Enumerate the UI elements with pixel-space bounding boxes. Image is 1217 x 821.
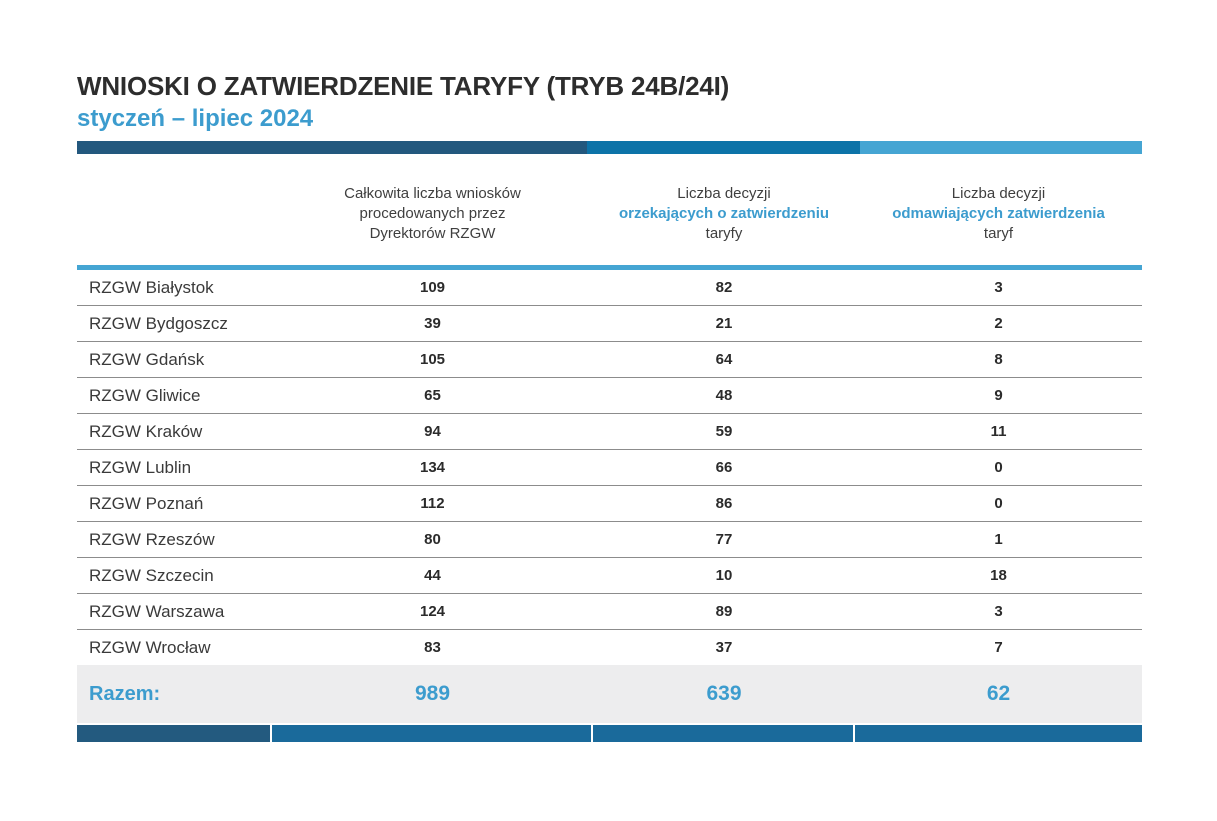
table-row xyxy=(77,630,1142,665)
cell-total: 39 xyxy=(272,306,593,342)
header-line: Liczba decyzji xyxy=(677,185,771,202)
header-line: Całkowita liczba wniosków xyxy=(344,185,521,202)
accent-bar-top-light-segment xyxy=(860,141,1142,154)
cell-refused: 2 xyxy=(855,306,1142,342)
header-line-highlight: orzekających o zatwierdzeniu xyxy=(618,205,830,222)
tariff-table xyxy=(77,184,1142,723)
cell-approved: 64 xyxy=(593,342,855,378)
cell-total: 109 xyxy=(272,270,593,306)
cell-approved: 77 xyxy=(593,522,855,558)
cell-approved: 21 xyxy=(593,306,855,342)
cell-approved: 86 xyxy=(593,486,855,522)
cell-total: 134 xyxy=(272,450,593,486)
table-row xyxy=(77,414,1142,450)
accent-bar-top-dark-segment xyxy=(77,141,587,154)
row-label: RZGW Lublin xyxy=(77,450,272,486)
header-line-highlight: odmawiających zatwierdzenia xyxy=(892,205,1105,222)
cell-total: 80 xyxy=(272,522,593,558)
table-footer xyxy=(77,665,1142,723)
cell-approved: 59 xyxy=(593,414,855,450)
cell-refused: 9 xyxy=(855,378,1142,414)
accent-bar-top xyxy=(77,141,1142,154)
accent-bar-bottom-segment-4 xyxy=(855,725,1142,742)
cell-approved: 37 xyxy=(715,639,733,656)
accent-bar-bottom-segment-1 xyxy=(77,725,272,742)
table-row xyxy=(77,558,1142,594)
totals-row xyxy=(77,665,1142,723)
row-label: RZGW Warszawa xyxy=(77,594,272,630)
row-label: RZGW Gdańsk xyxy=(77,342,272,378)
table-row xyxy=(77,594,1142,630)
cell-approved: 82 xyxy=(593,270,855,306)
table-header xyxy=(77,184,1142,270)
row-label: RZGW Kraków xyxy=(77,414,272,450)
header-total-applications xyxy=(272,184,593,270)
cell-refused: 11 xyxy=(855,414,1142,450)
cell-refused: 8 xyxy=(855,342,1142,378)
cell-refused: 1 xyxy=(855,522,1142,558)
accent-bar-bottom xyxy=(77,725,1142,742)
accent-bar-bottom-segment-3 xyxy=(593,725,855,742)
cell-refused: 18 xyxy=(855,558,1142,594)
row-label: RZGW Gliwice xyxy=(77,378,272,414)
accent-bar-top-medium-segment xyxy=(587,141,860,154)
table-row xyxy=(77,270,1142,306)
totals-refused: 62 xyxy=(855,665,1142,723)
cell-total: 65 xyxy=(272,378,593,414)
row-label: RZGW Bydgoszcz xyxy=(77,306,272,342)
header-line: procedowanych przez xyxy=(359,205,506,222)
cell-refused: 0 xyxy=(855,450,1142,486)
table-row xyxy=(77,450,1142,486)
cell-total: 112 xyxy=(272,486,593,522)
table-row xyxy=(77,342,1142,378)
cell-total: 94 xyxy=(272,414,593,450)
accent-bar-bottom-segment-2 xyxy=(272,725,593,742)
header-line: Liczba decyzji xyxy=(951,185,1046,202)
header-refused-decisions xyxy=(855,184,1142,270)
cell-refused: 0 xyxy=(855,486,1142,522)
cell-refused: 3 xyxy=(855,270,1142,306)
totals-approved: 639 xyxy=(593,665,855,723)
header-line: taryfy xyxy=(705,225,743,242)
row-label: RZGW Szczecin xyxy=(77,558,272,594)
content-area xyxy=(77,0,1142,742)
header-row xyxy=(77,184,1142,270)
table-body xyxy=(77,270,1142,665)
totals-label: Razem: xyxy=(77,665,272,723)
table-row xyxy=(77,486,1142,522)
cell-approved: 89 xyxy=(593,594,855,630)
table-row xyxy=(77,522,1142,558)
row-label: RZGW Białystok xyxy=(77,270,272,306)
cell-total: 83 xyxy=(424,639,441,656)
cell-refused: 7 xyxy=(994,639,1003,656)
cell-total: 124 xyxy=(272,594,593,630)
header-line: taryf xyxy=(983,225,1014,242)
row-label: RZGW Poznań xyxy=(77,486,272,522)
cell-total: 105 xyxy=(272,342,593,378)
header-line: Dyrektorów RZGW xyxy=(369,225,496,242)
cell-approved: 10 xyxy=(593,558,855,594)
row-label: RZGW Rzeszów xyxy=(77,522,272,558)
header-empty-cell xyxy=(77,184,272,270)
totals-total: 989 xyxy=(272,665,593,723)
cell-total: 44 xyxy=(272,558,593,594)
page-subtitle: styczeń – lipiec 2024 xyxy=(77,105,314,132)
cell-refused: 3 xyxy=(855,594,1142,630)
header-approved-decisions xyxy=(593,184,855,270)
table-row xyxy=(77,306,1142,342)
row-label: RZGW Wrocław xyxy=(89,637,211,657)
cell-approved: 66 xyxy=(593,450,855,486)
table-row xyxy=(77,378,1142,414)
page-title: WNIOSKI O ZATWIERDZENIE TARYFY (TRYB 24B/24I) xyxy=(77,71,730,101)
cell-approved: 48 xyxy=(593,378,855,414)
